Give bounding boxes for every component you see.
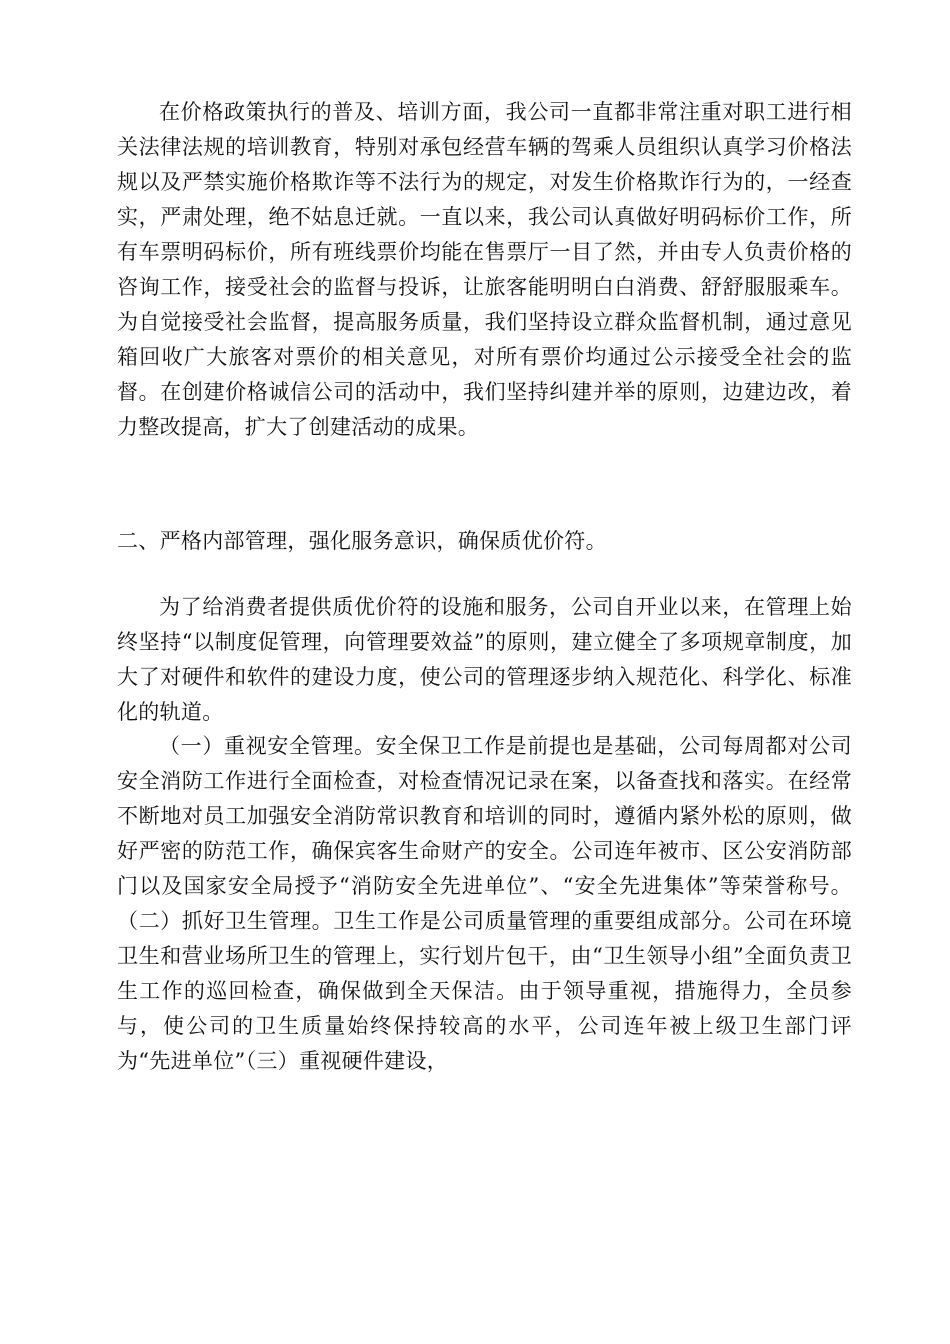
paragraph-price-policy-training: 在价格政策执行的普及、培训方面，我公司一直都非常注重对职工进行相关法律法规的培训教育，特别对承包经营车辆的驾乘人员组织认真学习价格法规以及严禁实施价格欺诈等不法行为的规定，对发生价格欺诈行为的，一经查实，严肃处理，绝不姑息迁就。一直以来，我公司认真做好明码标价工作，所有车票明码标价，所有班线票价均能在售票厅一目了然，并由专人负责价格的咨询工作，接受社会的监督与投诉，让旅客能明明白白消费、舒舒服服乘车。为自觉接受社会监督，提高服务质量，我们坚持设立群众监督机制，通过意见箱回收广大旅客对票价的相关意见，对所有票价均通过公示接受全社会的监督。在创建价格诚信公司的活动中，我们坚持纠建并举的原则，边建边改，着力整改提高，扩大了创建活动的成果。 — [117, 100, 852, 439]
paragraph-safety-hygiene-hardware: （一）重视安全管理。安全保卫工作是前提也是基础，公司每周都对公司安全消防工作进行全面检查，对检查情况记录在案，以备查找和落实。在经常不断地对员工加强安全消防常识教育和培训的同时，遵循内紧外松的原则，做好严密的防范工作，确保宾客生命财产的安全。公司连年被市、区公安消防部门以及国家安全局授予“消防安全先进单位”、“安全先进集体”等荣誉称号。（二）抓好卫生管理。卫生工作是公司质量管理的重要组成部分。公司在环境卫生和营业场所卫生的管理上，实行划片包干，由“卫生领导小组”全面负责卫生工作的巡回检查，确保做到全天保洁。由于领导重视，措施得力，全员参与，使公司的卫生质量始终保持较高的水平，公司连年被上级卫生部门评为“先进单位”（三）重视硬件建设， — [117, 734, 852, 1073]
paragraph-management-system: 为了给消费者提供质优价符的设施和服务，公司自开业以来，在管理上始终坚持“以制度促管理，向管理要效益”的原则，建立健全了多项规章制度，加大了对硬件和软件的建设力度，使公司的管理逐步纳入规范化、科学化、标准化的轨道。 — [117, 595, 852, 724]
section-heading-internal-management: 二、严格内部管理，强化服务意识，确保质优价符。 — [117, 529, 607, 553]
